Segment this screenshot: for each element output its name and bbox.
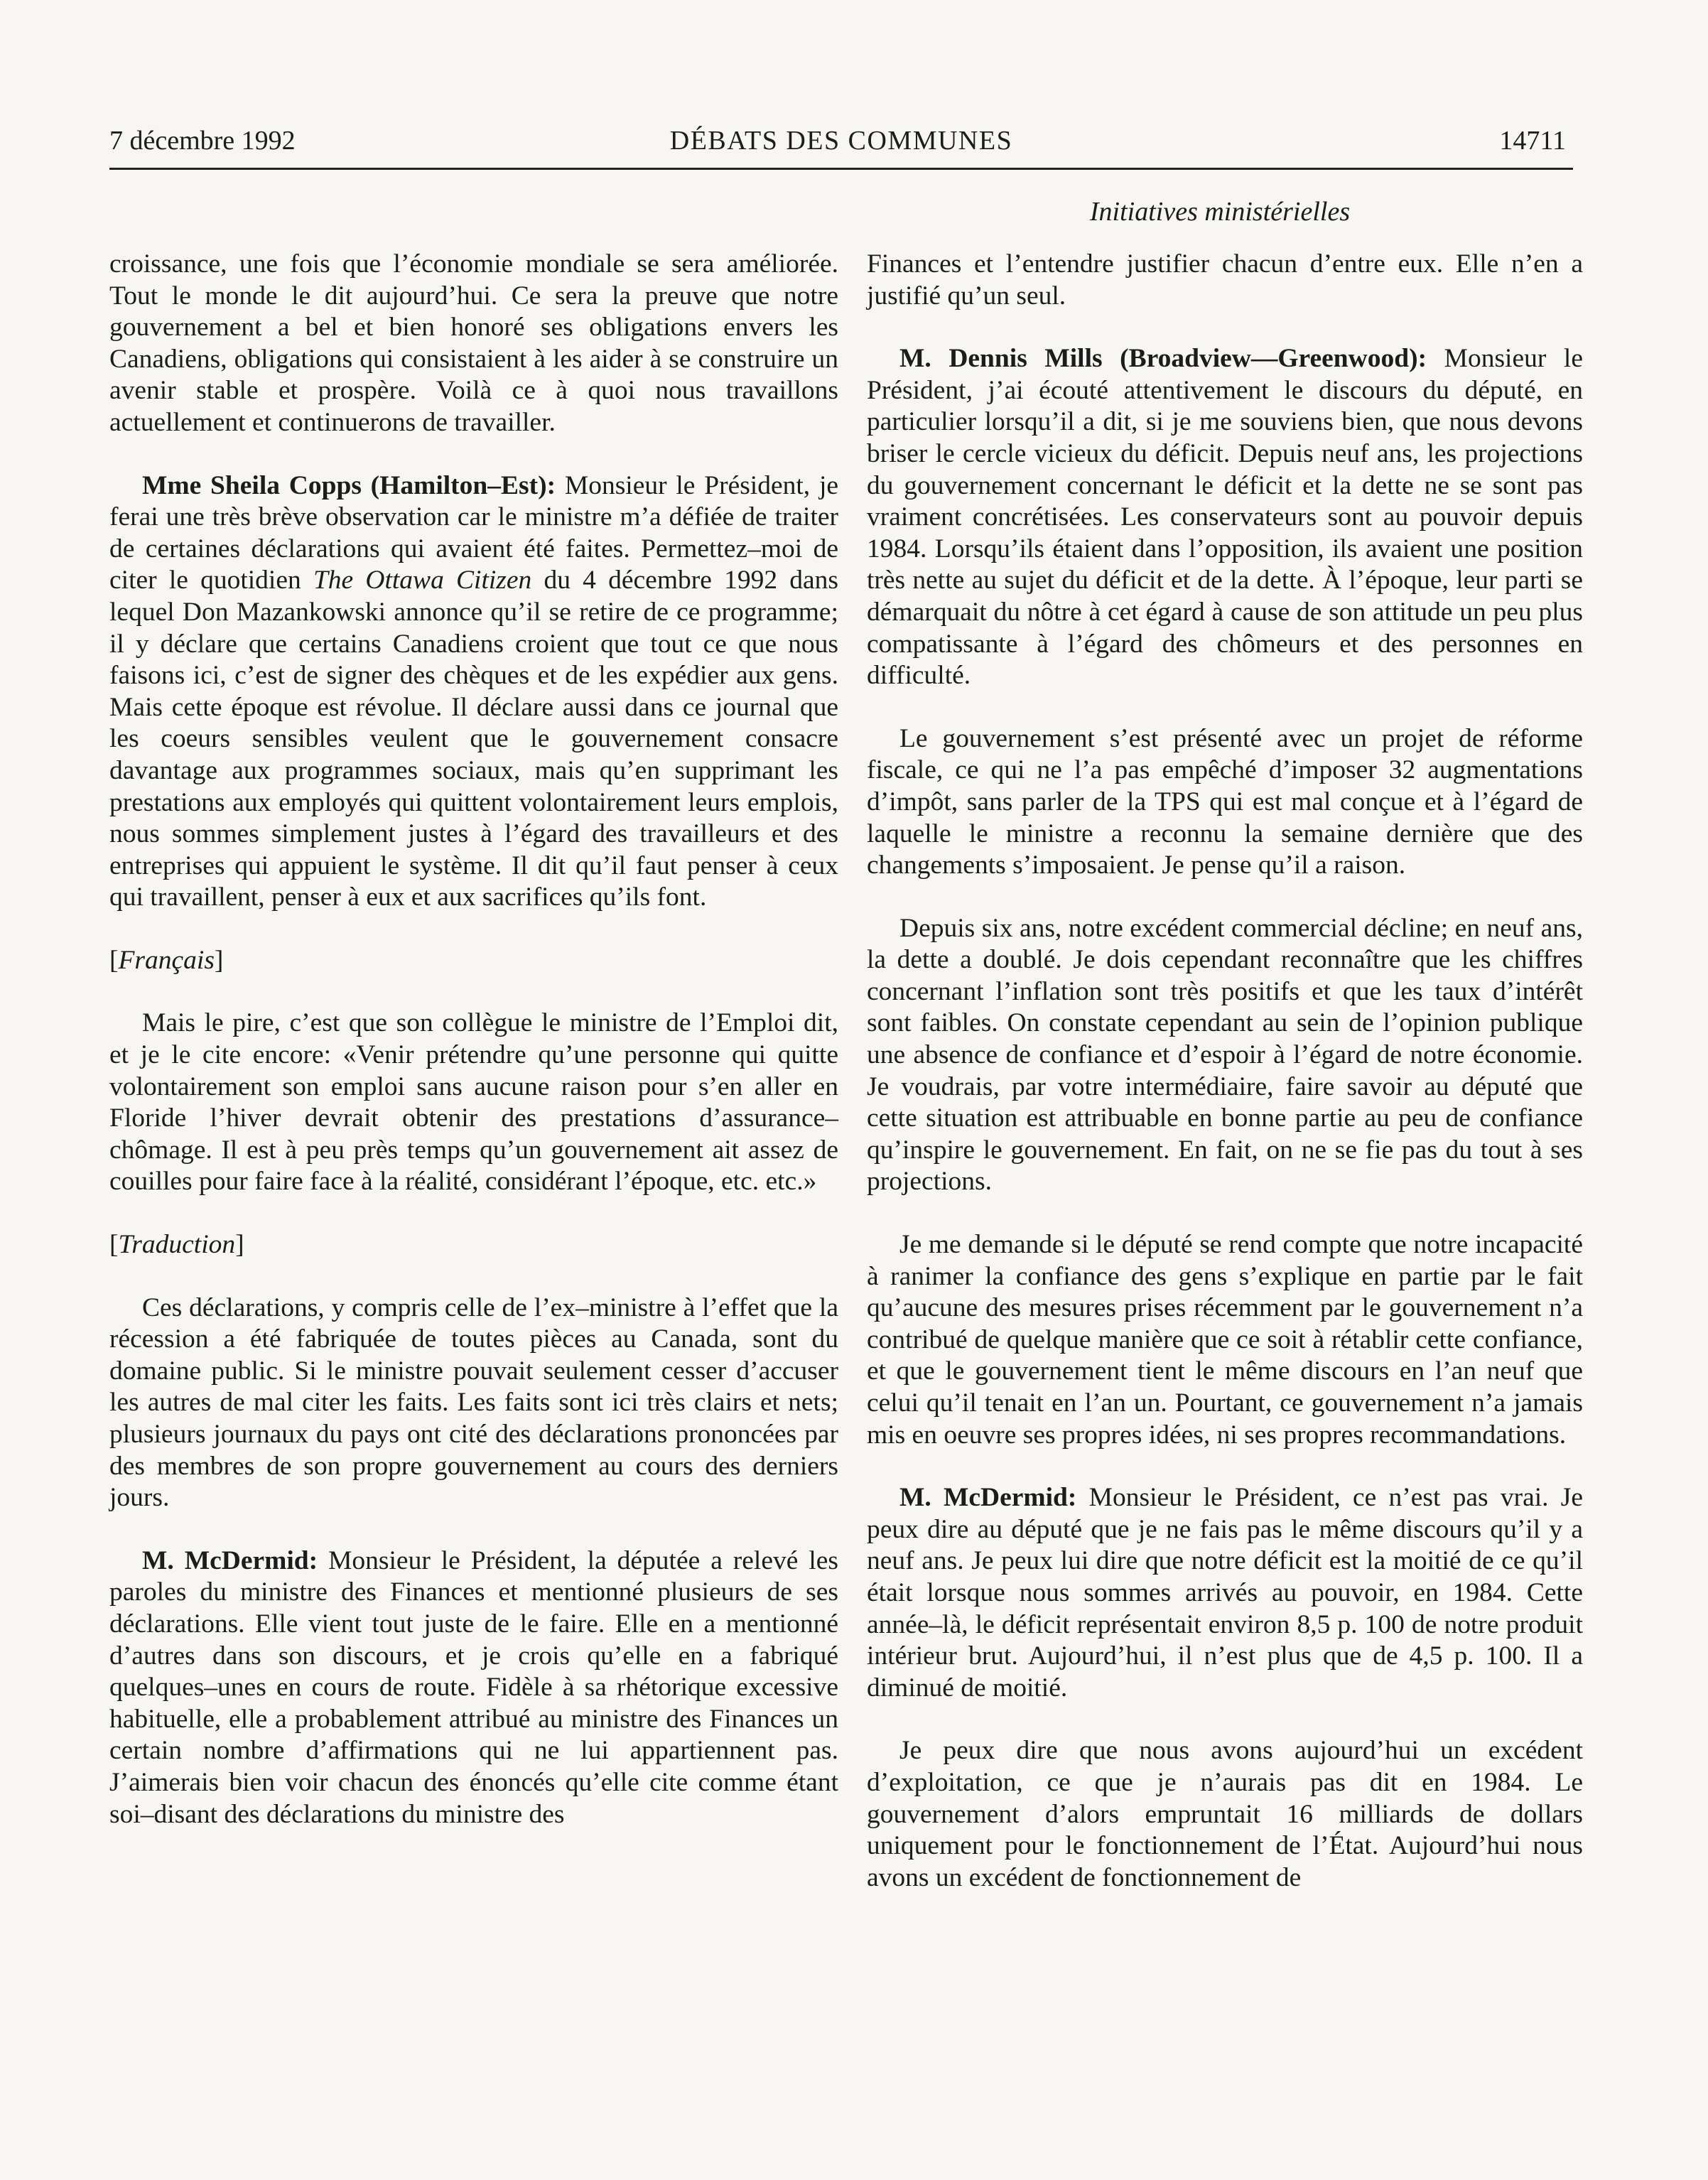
- page-number: 14711: [1499, 126, 1566, 156]
- paragraph: Le gouvernement s’est présenté avec un projet de réforme fiscale, ce qui ne l’a pas empêché d’imposer 32 augmentations d’impôt, sans parler de la TPS qui est mal conçue et à l’égard de laquelle le ministre a reconnu la semaine dernière que des changements s’imposaient. Je pense qu’il a raison.: [867, 723, 1583, 880]
- page-header: [109, 122, 1573, 170]
- paragraph: croissance, une fois que l’économie mondiale se sera améliorée. Tout le monde le dit aujourd’hui. Ce sera la preuve que notre gouvernement a bel et bien honoré ses obligations envers les Canadiens, obligations qui consistaient à les aider à se construire un avenir stable et prospère. Voilà ce à quoi nous travaillons actuellement et continuerons de travailler.: [109, 249, 838, 437]
- paragraph: Je peux dire que nous avons aujourd’hui un excédent d’exploitation, ce que je n’aurais pas dit en 1984. Le gouvernement d’alors empruntait 16 milliards de dollars uniquement pour le fonctionnement de l’État. Aujourd’hui nous avons un excédent de fonctionnement de: [867, 1736, 1583, 1892]
- paragraph: [109, 470, 838, 914]
- paragraph: Depuis six ans, notre excédent commercial décline; en neuf ans, la dette a doublé. Je dois cependant reconnaître que les chiffres concernant l’inflation sont très positifs et que les taux d’intérêt sont faibles. On constate cependant au sein de l’opinion publique une absence de confiance et d’espoir à l’égard de notre économie. Je voudrais, par votre intermédiaire, faire savoir au député que cette situation est attribuable en bonne partie au peu de confiance qu’inspire le gouvernement. En fait, on ne se fie pas du tout à ses projections.: [867, 913, 1583, 1197]
- speaker-name: Mme Sheila Copps (Hamilton–Est):: [142, 470, 556, 500]
- paragraph: [109, 1545, 838, 1830]
- speech-text: du 4 décembre 1992 dans lequel Don Mazankowski annonce qu’il se retire de ce programme; il y déclare que certains Canadiens croient que tout ce que nous faisons ici, c’est de signer des chèques et de les expédier aux gens. Mais cette époque est révolue. Il déclare aussi dans ce journal que les coeurs sensibles veulent que le gouvernement consacre davantage aux programmes sociaux, mais qu’en supprimant les prestations aux employés qui quittent volontairement leurs emplois, nous sommes simplement justes à l’égard des travailleurs et des entreprises qui appuient le système. Il dit qu’il faut penser à ceux qui travaillent, penser à eux et aux sacrifices qu’ils font.: [109, 566, 839, 912]
- header-date: 7 décembre 1992: [109, 126, 296, 156]
- speech-text: Monsieur le Président, ce n’est pas vrai. Je peux dire au député que je ne fais pas le même discours qu’il y a neuf ans. Je peux lui dire que notre déficit est la moitié de ce qu’il était lorsque nous sommes arrivés au pouvoir, en 1984. Cette année–là, le déficit représentait environ 8,5 p. 100 de notre produit intérieur brut. Aujourd’hui, il n’est plus que de 4,5 p. 100. Il a diminué de moitié.: [867, 1483, 1583, 1703]
- speaker-name: M. McDermid:: [899, 1483, 1077, 1513]
- paragraph: Je me demande si le député se rend compte que notre incapacité à ranimer la confiance des gens s’explique en partie par le fait qu’aucune des mesures prises récemment par le gouvernement n’a contribué de quelque manière que ce soit à rétablir cette confiance, et que le gouvernement tient le même discours en l’an neuf que celui qu’il tenait en l’an un. Pourtant, ce gouvernement n’a jamais mis en oeuvre ses propres idées, ni ses propres recommandations.: [867, 1230, 1583, 1450]
- header-title: DÉBATS DES COMMUNES: [669, 126, 1013, 156]
- paragraph: [867, 1482, 1583, 1704]
- paragraph: Finances et l’entendre justifier chacun d’entre eux. Elle n’en a justifié qu’un seul.: [867, 249, 1583, 311]
- speech-text: Monsieur le Président, la députée a relevé les paroles du ministre des Finances et mentionné plusieurs de ses déclarations. Elle vient tout juste de le faire. Elle en a mentionné d’autres dans son discours, et je crois qu’elle en a fabriqué quelques–unes en cours de route. Fidèle à sa rhétorique excessive habituelle, elle a probablement attribué au ministre des Finances un certain nombre d’affirmations qui ne lui appartiennent pas. J’aimerais bien voir chacun des énoncés qu’elle cite comme étant soi–disant des déclarations du ministre des: [109, 1545, 838, 1829]
- paragraph: [867, 343, 1583, 692]
- speaker-name: M. Dennis Mills (Broadview—Greenwood):: [899, 344, 1427, 374]
- speaker-name: M. McDermid:: [142, 1545, 318, 1575]
- right-column: [867, 249, 1583, 1925]
- speech-text: Monsieur le Président, je ferai une très brève observation car le ministre m’a défiée de traiter de certaines déclarations qui avaient été faites. Permettez–moi de citer le quotidien: [109, 470, 839, 595]
- speech-text: Monsieur le Président, j’ai écouté attentivement le discours du député, en particulier lorsqu’il a dit, si je me souviens bien, que nous devons briser le cercle vicieux du déficit. Depuis neuf ans, les projections du gouvernement concernant le déficit et la dette ne se sont pas vraiment concrétisées. Les conservateurs sont au pouvoir depuis 1984. Lorsqu’ils étaient dans l’opposition, ils avaient une position très nette au sujet du déficit et de la dette. À l’époque, leur parti se démarquait du nôtre à cet égard à cause de son attitude un peu plus compatissante à l’égard des chômeurs et des personnes en difficulté.: [867, 344, 1583, 691]
- paragraph: Ces déclarations, y compris celle de l’ex–ministre à l’effet que la récession a été fabriquée de toutes pièces au Canada, sont du domaine public. Si le ministre pouvait seulement cesser d’accuser les autres de mal citer les faits. Les faits sont ici très clairs et nets; plusieurs journaux du pays ont cité des déclarations prononcées par des membres de son propre gouvernement au cours des derniers jours.: [109, 1293, 838, 1513]
- language-tag: [Traduction]: [109, 1230, 244, 1260]
- left-column: [109, 249, 838, 1862]
- paragraph: Mais le pire, c’est que son collègue le ministre de l’Emploi dit, et je le cite encore: «Venir prétendre qu’une personne qui quitte volontairement son emploi sans aucune raison pour s’en aller en Floride l’hiver devrait obtenir des prestations d’assurance–chômage. Il est à peu près temps qu’un gouvernement ait assez de couilles pour faire face à la réalité, considérant l’époque, etc. etc.»: [109, 1008, 838, 1197]
- language-tag-text: Traduction: [118, 1230, 236, 1260]
- newspaper-title: The Ottawa Citizen: [313, 566, 532, 595]
- section-label: Initiatives ministérielles: [1089, 197, 1351, 227]
- language-tag-text: Français: [118, 945, 215, 975]
- language-tag: [Français]: [109, 945, 224, 975]
